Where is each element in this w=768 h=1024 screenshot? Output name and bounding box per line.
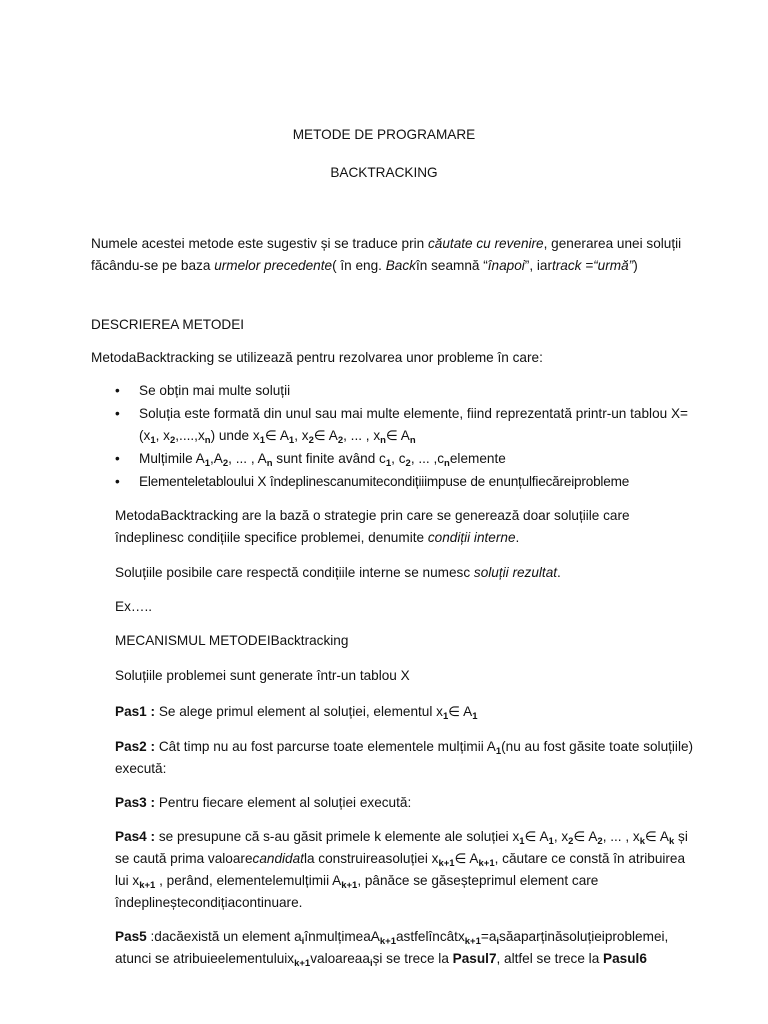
intro-paragraph: Numele acestei metode este sugestiv și se traduce prin căutate cu revenire, generarea unei soluții făcându-se pe baza urmelor precedente( în eng. Backîn seamnă “înapoi”, iartrack =“urmă”) (91, 236, 682, 273)
list-item: • Mulțimile $A_1,A_2$, ... , $A_n$ sunt finite având $c_1$, $c_2$, ... $,c_nelemente$ (115, 448, 695, 470)
document-subtitle: BACKTRACKING (330, 165, 438, 180)
description-paragraph: MetodaBacktracking se utilizează pentru rezolvarea unor probleme în care: (91, 350, 543, 365)
mechanism-paragraph: Soluțiile problemei sunt generate într-un tablou X (115, 668, 410, 683)
step-2: Pas2 : Cât timp nu au fost parcurse toate elementele mulțimii $A_1(nu$ au fost găsite toate soluțiile) execută: (115, 739, 694, 776)
conditions-list (115, 380, 695, 494)
section-heading-description: DESCRIEREA METODEI (91, 317, 245, 332)
list-item: • Soluția este formată din unul sau mai multe elemente, fiind reprezentată printr-un tablou $X=(x_1$, $x_2,....,x_n$) unde $x_1\in$ $A_1$, $x_2\in$ $A_2$, ... , $x_n\in$ $A_n$ (115, 403, 695, 447)
list-item: • Se obțin mai multe soluții (115, 380, 695, 402)
example-label: Ex….. (115, 599, 153, 614)
section-heading-mechanism: MECANISMUL METODEIBacktracking (115, 633, 349, 648)
step-3: Pas3 : Pentru fiecare element al soluției execută: (115, 795, 412, 810)
step-4: Pas4 : se presupune că s-au găsit primele k elemente ale soluției $x_1\in$ $A_1$, $x_2\in$ $A_2$, ... , $x_k\in$ $A_k$ și se caută prima valoarecandidatla construireasoluției $x_{k+1}\in$ $A_{k+1}$, căutare ce constă în atribuirea lui $x_{k+1}$ , perând, elementelemulțimii $A_{k+1}$, pânăce se găseșteprimul element care îndeplineștecondițiacontinuare. (115, 829, 688, 910)
possible-solutions-paragraph: Soluțiile posibile care respectă condițiile interne se numesc soluții rezultat. (115, 565, 561, 580)
list-item: • Elementeletabloului X îndeplinescanumitecondițiiimpuse de enunțulfiecăreiprobleme (115, 471, 695, 493)
step-5: Pas5 :dacăexistă un element $a_iînmulțimeaA_{k+1}astfelîncâtx_{k+1}=a_isăaparținăsoluțieiproblemei$, atunci se atribuieelementuluix$_{k+1}$valoareaa$_i$și se trece la Pasul7, altfel se trece la Pasul6 (115, 929, 669, 969)
strategy-paragraph: MetodaBacktracking are la bază o strategie prin care se generează doar soluțiile care îndeplinesc condițiile specifice problemei, denumite condiții interne. (115, 508, 630, 545)
document-title: METODE DE PROGRAMARE (292, 127, 476, 142)
step-1: Pas1 : Se alege primul element al soluției, elementul $x_1\in$ $A_1$ (115, 704, 478, 722)
